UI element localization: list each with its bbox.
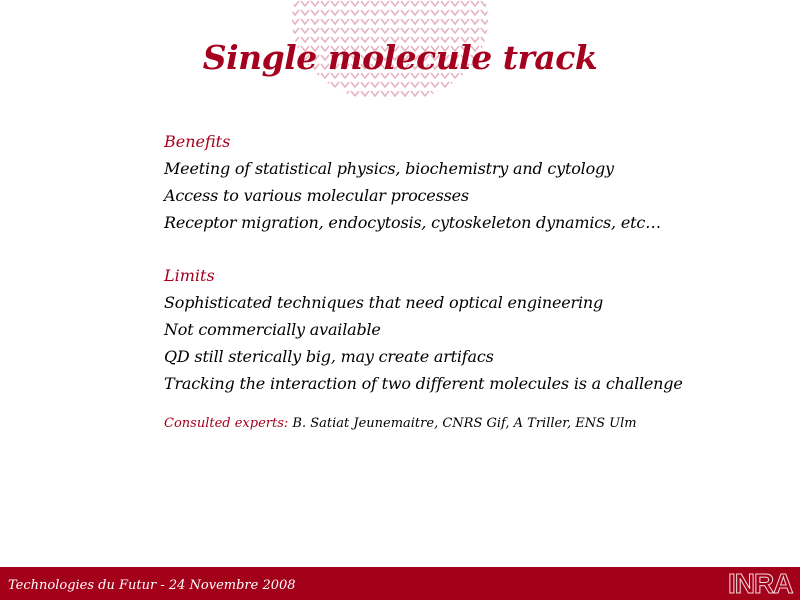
limit-item: Tracking the interaction of two different molecules is a challenge	[164, 374, 683, 393]
inra-logo: INRA	[728, 568, 793, 599]
benefit-item: Receptor migration, endocytosis, cytoskeleton dynamics, etc…	[164, 213, 661, 232]
footer-bar	[0, 567, 800, 600]
benefit-item: Access to various molecular processes	[164, 186, 469, 205]
benefit-item: Meeting of statistical physics, biochemistry and cytology	[164, 159, 614, 178]
experts-label: Consulted experts:	[164, 416, 289, 431]
limit-item: Not commercially available	[164, 320, 381, 339]
limit-item: Sophisticated techniques that need optical engineering	[164, 293, 604, 312]
spacer	[164, 397, 784, 410]
benefits-heading: Benefits	[164, 132, 231, 151]
footer-text: Technologies du Futur - 24 Novembre 2008	[8, 578, 296, 593]
limit-item: QD still sterically big, may create artifacs	[164, 347, 494, 366]
experts-names: B. Satiat Jeunemaitre, CNRS Gif, A Triller, ENS Ulm	[292, 416, 637, 431]
limits-heading: Limits	[164, 266, 215, 285]
slide-title: Single molecule track	[202, 38, 598, 77]
spacer	[164, 236, 784, 262]
consulted-experts	[164, 410, 784, 437]
slide-content	[164, 128, 784, 437]
